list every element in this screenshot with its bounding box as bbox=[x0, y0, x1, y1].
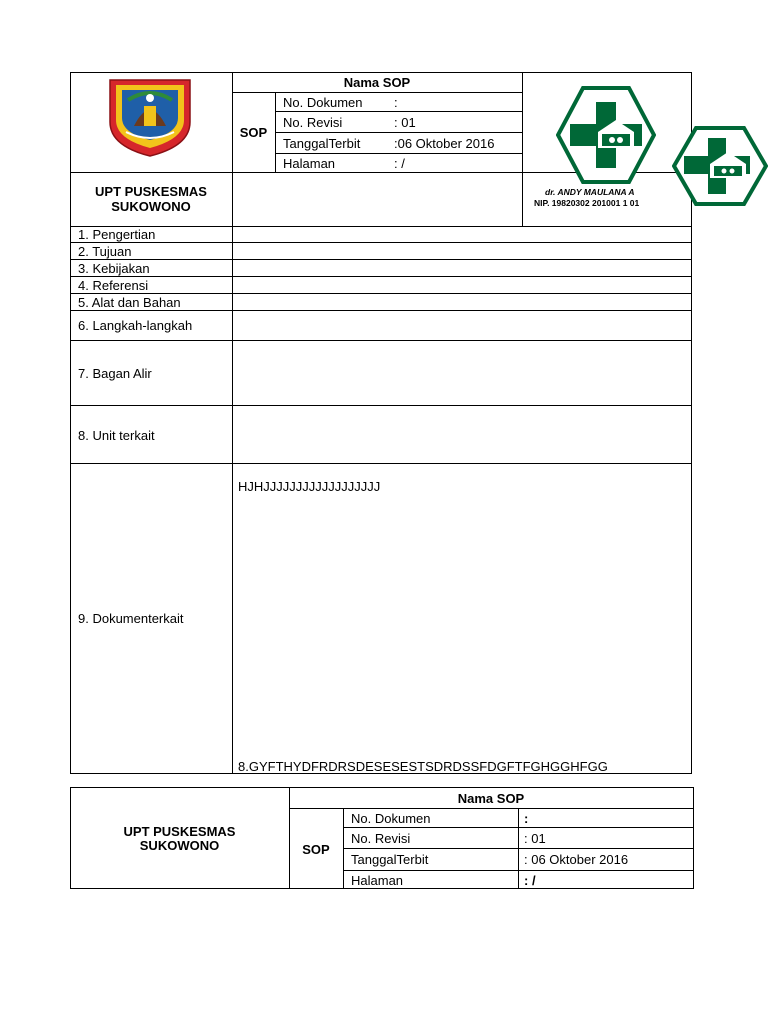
footer-org-name-line1: UPT PUSKESMAS bbox=[123, 824, 236, 839]
section-label-langkah: 6. Langkah-langkah bbox=[78, 318, 193, 333]
field-value-tanggal-terbit: :06 Oktober 2016 bbox=[394, 136, 495, 151]
footer-field-value-tanggal-terbit: : 06 Oktober 2016 bbox=[524, 852, 629, 867]
sop-label: SOP bbox=[239, 125, 268, 140]
section-label-dokumen-terkait: 9. Dokumenterkait bbox=[78, 611, 184, 626]
regency-emblem-icon bbox=[106, 76, 194, 158]
section-label-unit-terkait: 8. Unit terkait bbox=[78, 428, 155, 443]
signatory-nip: NIP. 19820302 201001 1 01 bbox=[534, 198, 640, 208]
puskesmas-logo-icon bbox=[556, 86, 656, 184]
section-label-alat-bahan: 5. Alat dan Bahan bbox=[78, 295, 181, 310]
footer-field-label-no-revisi: No. Revisi bbox=[351, 831, 411, 846]
footer-field-label-no-dokumen: No. Dokumen bbox=[351, 811, 431, 826]
footer-field-value-no-dokumen: : bbox=[524, 811, 529, 826]
sop-title: Nama SOP bbox=[343, 75, 411, 90]
signatory-name: dr. ANDY MAULANA A bbox=[545, 187, 635, 197]
field-value-halaman: : / bbox=[394, 156, 405, 171]
footer-field-label-tanggal-terbit: TanggalTerbit bbox=[351, 852, 429, 867]
field-label-no-revisi: No. Revisi bbox=[283, 115, 343, 130]
org-name-line1: UPT PUSKESMAS bbox=[95, 184, 207, 199]
footer-field-label-halaman: Halaman bbox=[351, 873, 404, 888]
dokumen-terkait-content-top: HJHJJJJJJJJJJJJJJJJJJ bbox=[238, 479, 381, 494]
field-label-tanggal-terbit: TanggalTerbit bbox=[283, 136, 361, 151]
field-label-halaman: Halaman bbox=[283, 156, 336, 171]
section-label-referensi: 4. Referensi bbox=[78, 278, 149, 293]
footer-sop-title: Nama SOP bbox=[457, 791, 525, 806]
field-value-no-revisi: : 01 bbox=[394, 115, 416, 130]
field-value-no-dokumen: : bbox=[394, 95, 398, 110]
footer-field-value-no-revisi: : 01 bbox=[524, 831, 546, 846]
section-label-tujuan: 2. Tujuan bbox=[78, 244, 132, 259]
puskesmas-logo-icon bbox=[672, 126, 768, 206]
section-label-kebijakan: 3. Kebijakan bbox=[78, 261, 150, 276]
dokumen-terkait-content-bottom: 8.GYFTHYDFRDRSDESESESTSDRDSSFDGFTFGHGGHFGG bbox=[238, 759, 608, 774]
field-label-no-dokumen: No. Dokumen bbox=[283, 95, 363, 110]
org-name-line2: SUKOWONO bbox=[111, 199, 191, 214]
section-label-pengertian: 1. Pengertian bbox=[78, 227, 156, 242]
footer-sop-label: SOP bbox=[302, 842, 330, 857]
footer-org-name-line2: SUKOWONO bbox=[139, 838, 220, 853]
section-label-bagan-alir: 7. Bagan Alir bbox=[78, 366, 152, 381]
footer-field-value-halaman: : / bbox=[524, 873, 536, 888]
